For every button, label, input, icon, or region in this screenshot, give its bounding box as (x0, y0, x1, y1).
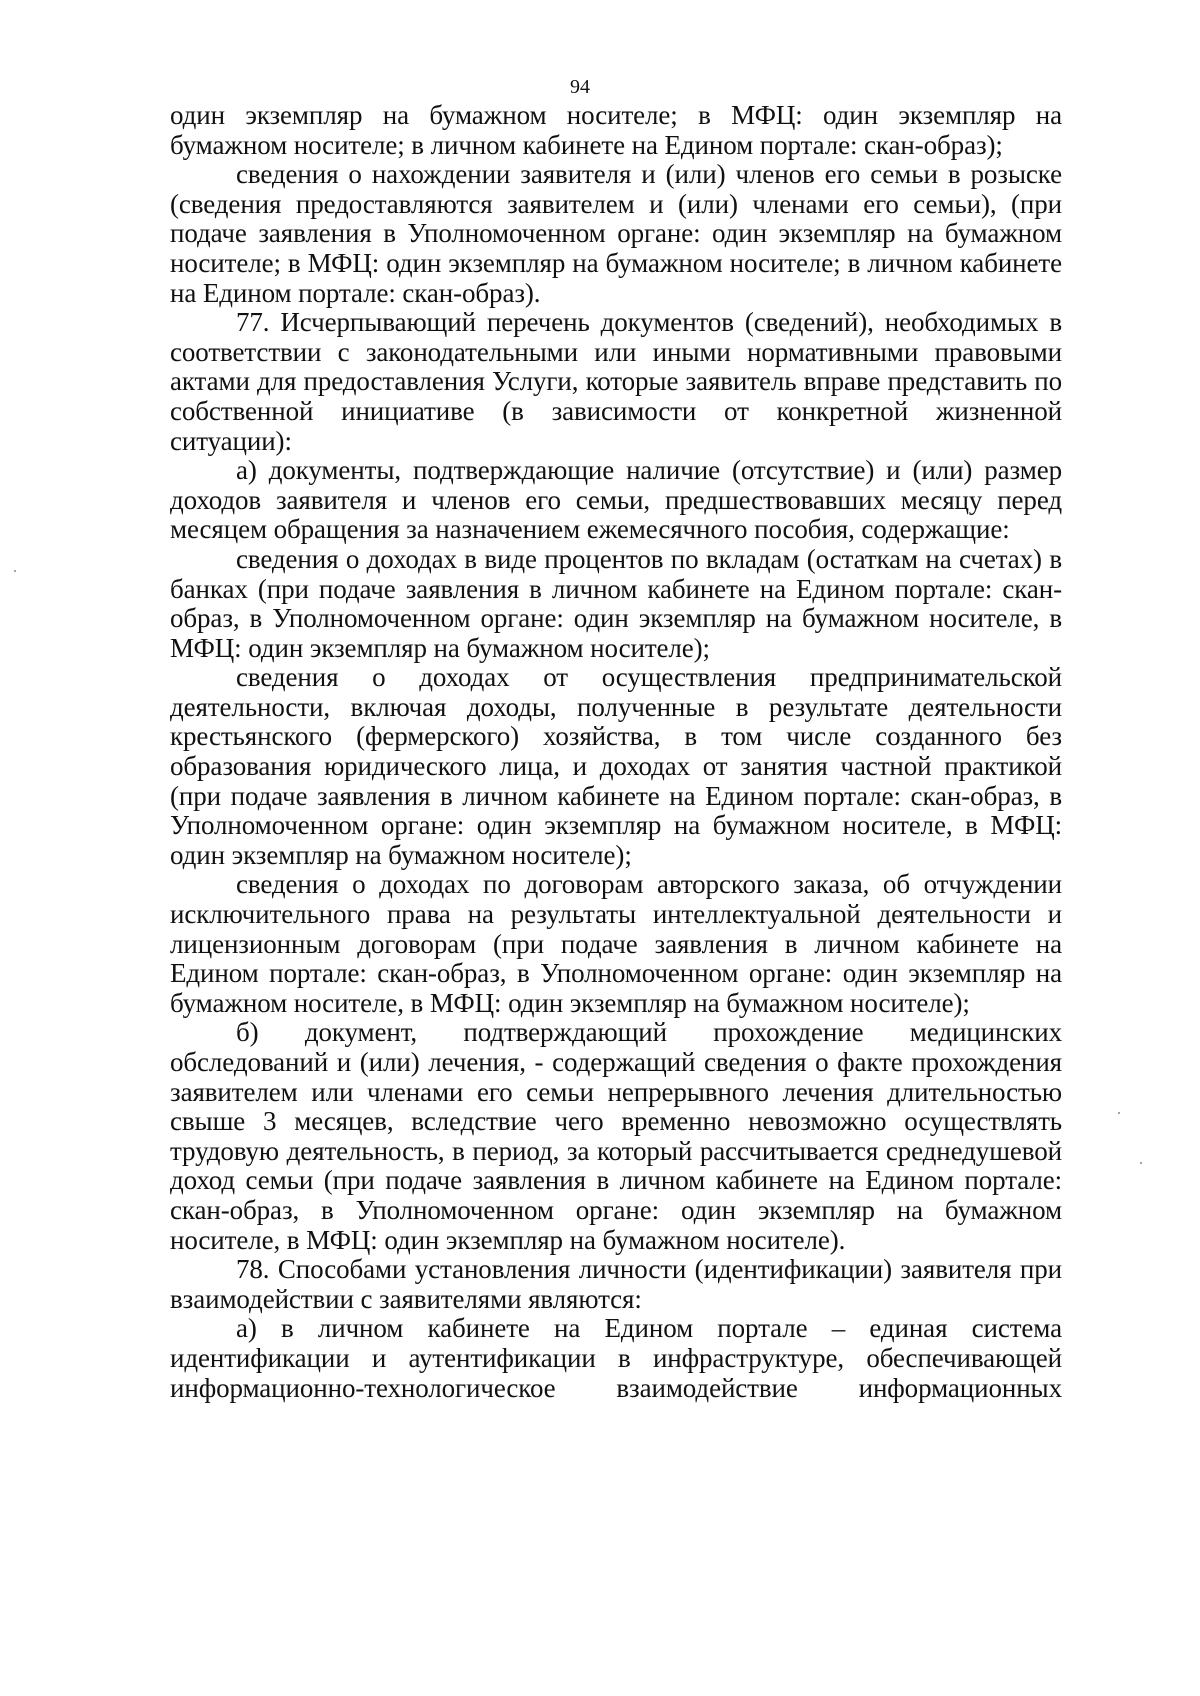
paragraph-continuation: один экземпляр на бумажном носителе; в МФЦ: один экземпляр на бумажном носителе; в личном кабинете на Едином портале: скан-образ); (170, 100, 1062, 160)
page-number: 94 (570, 76, 590, 98)
paragraph-77-b: б) документ, подтверждающий прохождение медицинских обследований и (или) лечения, - содержащий сведения о факте прохождения заявителем или членами его семьи непрерывного лечения длительностью свыше 3 месяцев, вследствие чего временно невозможно осуществлять трудовую деятельность, в период, за который рассчитывается среднедушевой доход семьи (при подаче заявления в личном кабинете на Едином портале: скан-образ, в Уполномоченном органе: один экземпляр на бумажном носителе, в МФЦ: один экземпляр на бумажном носителе). (170, 1017, 1062, 1255)
paragraph-income-copyright: сведения о доходах по договорам авторского заказа, об отчуждении исключительного права на результаты интеллектуальной деятельности и лицензионным договорам (при подаче заявления в личном кабинете на Едином портале: скан-образ, в Уполномоченном органе: один экземпляр на бумажном носителе, в МФЦ: один экземпляр на бумажном носителе); (170, 869, 1062, 1018)
paragraph-78: 78. Способами установления личности (идентификации) заявителя при взаимодействии с заявителями являются: (170, 1254, 1062, 1314)
paragraph-income-deposits: сведения о доходах в виде процентов по вкладам (остаткам на счетах) в банках (при подаче заявления в личном кабинете на Едином портале: скан-образ, в Уполномоченном органе: один экземпляр на бумажном носителе, в МФЦ: один экземпляр на бумажном носителе); (170, 543, 1062, 663)
paragraph-77: 77. Исчерпывающий перечень документов (сведений), необходимых в соответствии с законодательными или иными нормативными правовыми актами для предоставления Услуги, которые заявитель вправе представить по собственной инициативе (в зависимости от конкретной жизненной ситуации): (170, 307, 1062, 456)
paragraph-income-business: сведения о доходах от осуществления предпринимательской деятельности, включая доходы, полученные в результате деятельности крестьянского (фермерского) хозяйства, в том числе созданного без образования юридического лица, и доходах от занятия частной практикой (при подаче заявления в личном кабинете на Едином портале: скан-образ, в Уполномоченном органе: один экземпляр на бумажном носителе, в МФЦ: один экземпляр на бумажном носителе); (170, 662, 1062, 870)
document-text (170, 101, 1062, 1403)
scan-speck (14, 570, 16, 572)
scan-speck (1140, 1162, 1142, 1164)
paragraph-search-info: сведения о нахождении заявителя и (или) членов его семьи в розыске (сведения предоставляются заявителем и (или) членами его семьи), (при подаче заявления в Уполномоченном органе: один экземпляр на бумажном носителе; в МФЦ: один экземпляр на бумажном носителе; в личном кабинете на Едином портале: скан-образ). (170, 159, 1062, 308)
scan-speck (1118, 1112, 1120, 1114)
paragraph-77-a: а) документы, подтверждающие наличие (отсутствие) и (или) размер доходов заявителя и членов его семьи, предшествовавших месяцу перед месяцем обращения за назначением ежемесячного пособия, содержащие: (170, 455, 1062, 545)
paragraph-78-a: а) в личном кабинете на Едином портале – единая система идентификации и аутентификации в инфраструктуре, обеспечивающей информационно-технологическое взаимодействие информационных (170, 1313, 1062, 1403)
